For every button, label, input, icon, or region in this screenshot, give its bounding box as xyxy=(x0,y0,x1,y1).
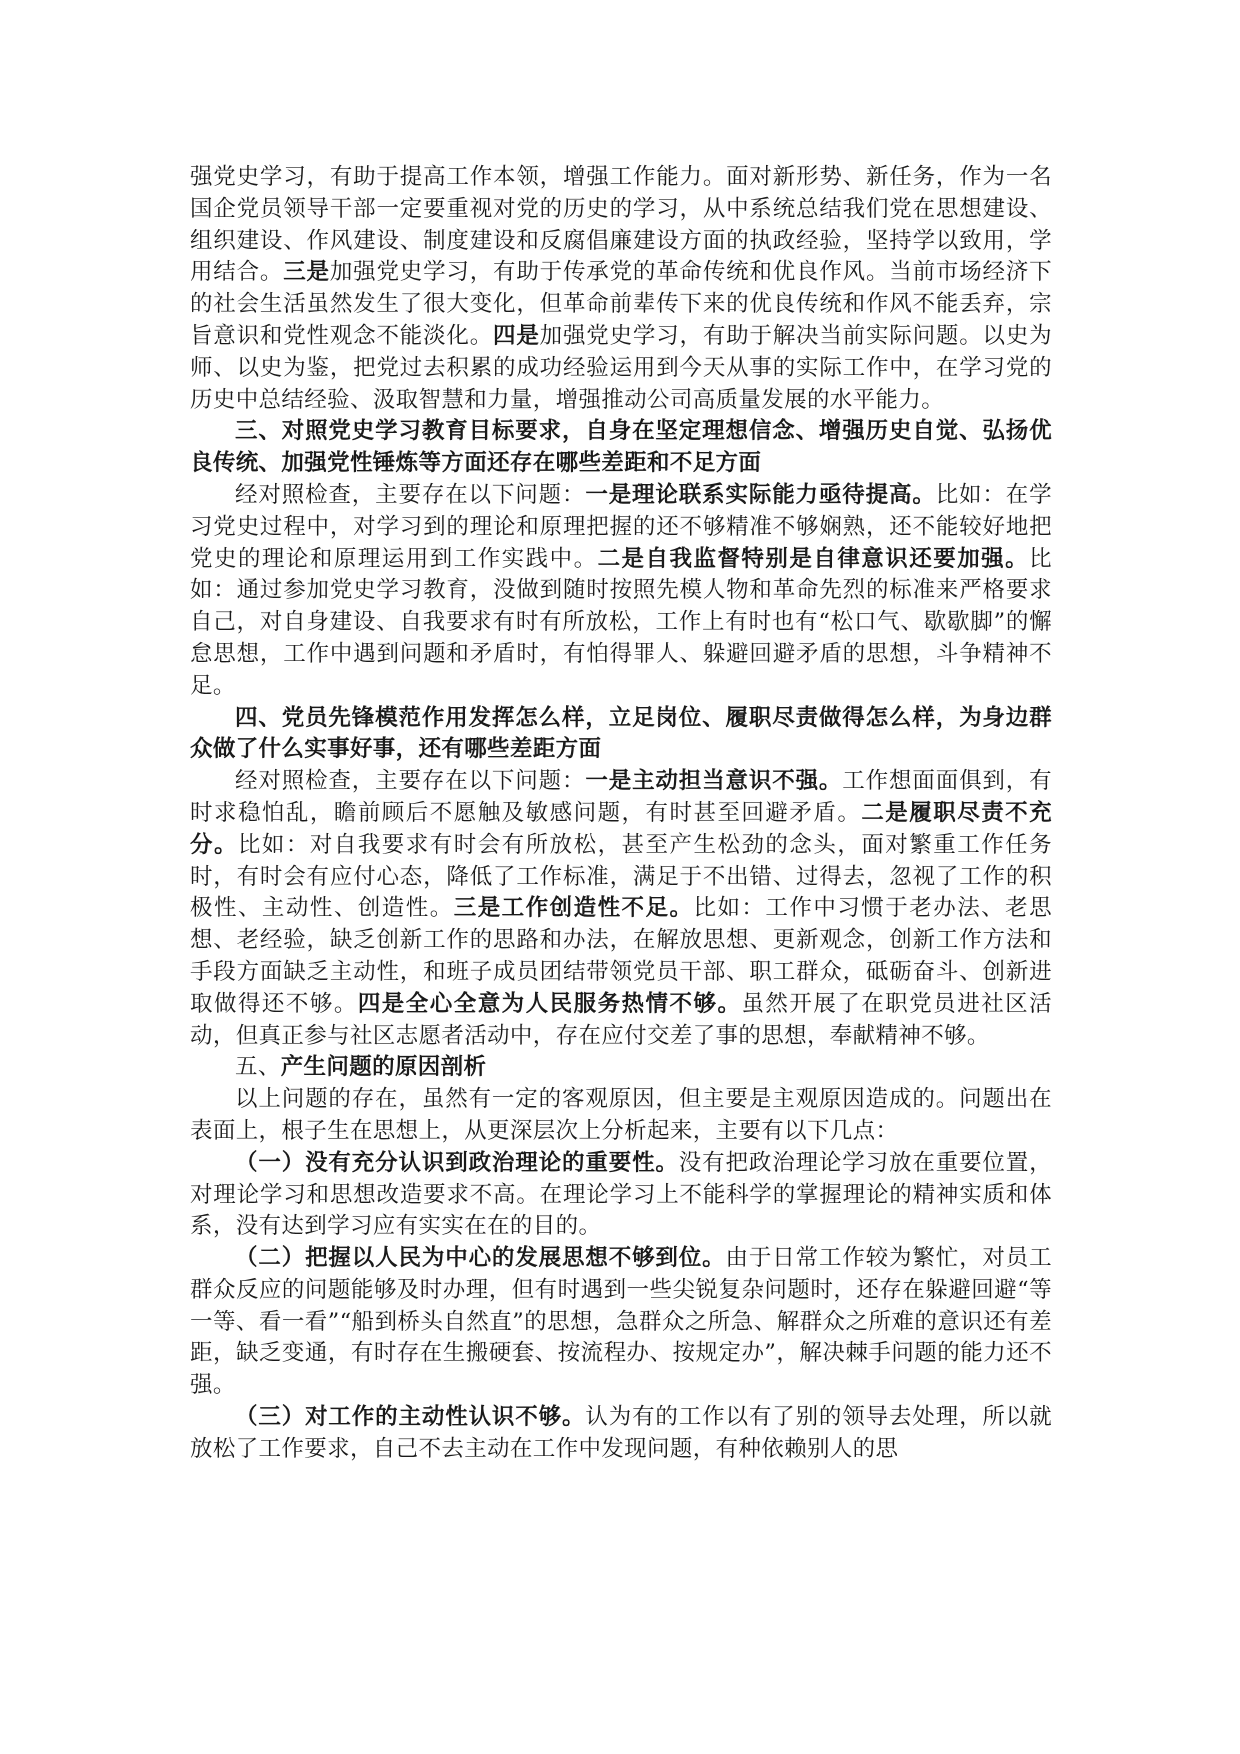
text-run: 比如：通过参加党史学习教育，没做到随时按照先模人物和革命先烈的标准来严格要求自己，对自身建设、自我要求有时有所放松，工作上有时也有“松口气、歇歇脚”的懈怠思想，工作中遇到问题和矛盾时，有怕得罪人、躲避回避矛盾的思想，斗争精神不足。 xyxy=(190,545,1052,699)
bold-run: 一是理论联系实际能力亟待提高。 xyxy=(585,481,936,508)
paragraph-section-4-body xyxy=(190,766,1052,1052)
paragraph-cause-2 xyxy=(190,1243,1052,1402)
text-run: 虽然开展了在职党员进社区活动，但真正参与社区志愿者活动中，存在应付交差了事的思想，奉献精神不够。 xyxy=(190,990,1052,1049)
bold-run: 三是工作创造性不足。 xyxy=(453,895,694,922)
section-heading-5 xyxy=(190,1052,1052,1084)
text-run: 经对照检查，主要存在以下问题： xyxy=(235,481,586,508)
bold-run: 四是 xyxy=(493,322,540,349)
bold-run: 二是自我监督特别是自律意识还要加强。 xyxy=(597,545,1030,572)
text-run: 加强党史学习，有助于解决当前实际问题。以史为师、以史为鉴，把党过去积累的成功经验运用到今天从事的实际工作中，在学习党的历史中总结经验、汲取智慧和力量，增强推动公司高质量发展的水平能力。 xyxy=(190,322,1053,413)
text-run: 由于日常工作较为繁忙，对员工群众反应的问题能够及时办理，但有时遇到一些尖锐复杂问题时，还存在躲避回避“等一等、看一看”“船到桥头自然直”的思想，急群众之所急、解群众之所难的意识还有差距，缺乏变通，有时存在生搬硬套、按流程办、按规定办”，解决棘手问题的能力还不强。 xyxy=(190,1245,1052,1399)
heading-title: 产生问题的原因剖析 xyxy=(280,1054,487,1081)
bold-run: （一）没有充分认识到政治理论的重要性。 xyxy=(235,1149,679,1176)
paragraph-cause-3 xyxy=(190,1402,1052,1466)
document-page xyxy=(190,162,1052,1466)
bold-run: 二是履职尽责不充分。 xyxy=(190,799,1052,858)
paragraph-cause-1 xyxy=(190,1148,1052,1243)
text-run: 比如：在学习党史过程中，对学习到的理论和原理把握的还不够精准不够娴熟，还不能较好地把党史的理论和原理运用到工作实践中。 xyxy=(190,481,1052,572)
text-run: 比如：对自我要求有时会有所放松，甚至产生松劲的念头，面对繁重工作任务时，有时会有应付心态，降低了工作标准，满足于不出错、过得去，忽视了工作的积极性、主动性、创造性。 xyxy=(190,831,1052,922)
text-run: 加强党史学习，有助于传承党的革命传统和优良作风。当前市场经济下的社会生活虽然发生了很大变化，但革命前辈传下来的优良传统和作风不能丢弃，宗旨意识和党性观念不能淡化。 xyxy=(190,259,1053,349)
bold-run: 三是 xyxy=(283,259,330,286)
text-run: 强党史学习，有助于提高工作本领，增强工作能力。面对新形势、新任务，作为一名国企党员领导干部一定要重视对党的历史的学习，从中系统总结我们党在思想建设、组织建设、作风建设、制度建设和反腐倡廉建设方面的执政经验，坚持学以致用，学用结合。 xyxy=(190,164,1052,286)
bold-run: 四是全心全意为人民服务热情不够。 xyxy=(357,990,742,1017)
text-run: 认为有的工作以有了别的领导去处理，所以就放松了工作要求，自己不去主动在工作中发现问题，有种依赖别人的思 xyxy=(190,1404,1052,1462)
paragraph-section-3-body xyxy=(190,480,1052,703)
section-heading-3: 三、对照党史学习教育目标要求，自身在坚定理想信念、增强历史自觉、弘扬优良传统、加强党性锤炼等方面还存在哪些差距和不足方面 xyxy=(190,418,1052,477)
heading-prefix: 五、 xyxy=(235,1054,281,1081)
text-run: 比如：工作中习惯于老办法、老思想、老经验，缺乏创新工作的思路和办法，在解放思想、更新观念，创新工作方法和手段方面缺乏主动性，和班子成员团结带领党员干部、职工群众，砥砺奋斗、创新进取做得还不够。 xyxy=(190,895,1052,1017)
bold-run: （二）把握以人民为中心的发展思想不够到位。 xyxy=(235,1245,726,1272)
bold-run: 一是主动担当意识不强。 xyxy=(585,768,843,795)
paragraph-party-history-benefits xyxy=(190,162,1052,416)
text-run: 工作想面面俱到，有时求稳怕乱，瞻前顾后不愿触及敏感问题，有时甚至回避矛盾。 xyxy=(190,768,1052,826)
text-run: 没有把政治理论学习放在重要位置，对理论学习和思想改造要求不高。在理论学习上不能科学的掌握理论的精神实质和体系，没有达到学习应有实实在在的目的。 xyxy=(190,1149,1053,1240)
paragraph-causes-intro: 以上问题的存在，虽然有一定的客观原因，但主要是主观原因造成的。问题出在表面上，根子生在思想上，从更深层次上分析起来，主要有以下几点： xyxy=(190,1086,1052,1144)
bold-run: （三）对工作的主动性认识不够。 xyxy=(235,1404,586,1431)
text-run: 经对照检查，主要存在以下问题： xyxy=(235,768,586,795)
section-heading-4: 四、党员先锋模范作用发挥怎么样，立足岗位、履职尽责做得怎么样，为身边群众做了什么实事好事，还有哪些差距方面 xyxy=(190,704,1052,763)
